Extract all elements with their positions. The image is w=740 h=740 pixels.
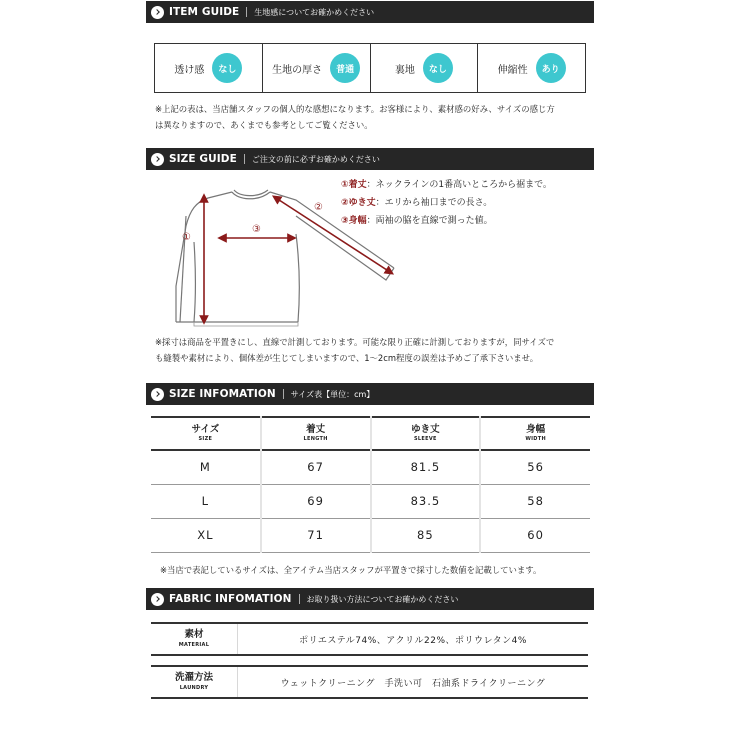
fabric-material-row xyxy=(151,622,588,656)
column-header-length: 着丈 LENGTH xyxy=(261,417,371,450)
table-cell: 83.5 xyxy=(371,484,481,518)
header-divider xyxy=(244,154,245,164)
fabric-info-header xyxy=(146,588,594,610)
fabric-laundry-row xyxy=(151,665,588,699)
definition-length xyxy=(341,176,552,194)
table-cell: 67 xyxy=(261,450,371,484)
table-row xyxy=(151,484,590,518)
definition-width xyxy=(341,212,552,230)
size-guide-title: SIZE GUIDE xyxy=(169,153,237,165)
item-guide-cell-sheerness xyxy=(155,44,263,92)
fabric-material-label: 素材 MATERIAL xyxy=(151,624,238,654)
size-guide-subtitle: ご注文の前に必ずお確かめください xyxy=(251,154,380,164)
item-guide-label: 裏地 xyxy=(394,64,415,76)
chevron-right-icon xyxy=(151,388,164,401)
table-cell: 69 xyxy=(261,484,371,518)
size-guide-note-line: も縫製や素材により、個体差が生じてしまいますので、1〜2cm程度の誤差は予めご了承下さいませ。 xyxy=(155,353,539,363)
header-divider xyxy=(299,594,300,604)
column-header-size: サイズ SIZE xyxy=(151,417,261,450)
size-table xyxy=(151,416,590,553)
size-table-header-row xyxy=(151,417,590,450)
item-guide-label: 透け感 xyxy=(174,64,205,76)
table-cell: 56 xyxy=(527,460,544,475)
table-cell: L xyxy=(151,484,261,518)
marker-1: ① xyxy=(182,232,191,243)
marker-3: ③ xyxy=(252,224,261,235)
fabric-material-value: ポリエステル74%、アクリル22%、ポリウレタン4% xyxy=(299,635,527,646)
column-header-width: 身幅 WIDTH xyxy=(525,424,546,442)
item-guide-title: ITEM GUIDE xyxy=(169,6,240,18)
fabric-info-subtitle: お取り扱い方法についてお確かめください xyxy=(306,594,459,604)
definition-term: ②ゆき丈 xyxy=(341,198,376,208)
definition-sleeve xyxy=(341,194,552,212)
measurement-definitions xyxy=(341,176,552,230)
item-guide-subtitle: 生地感についてお確かめください xyxy=(254,7,375,17)
column-header-sleeve: ゆき丈 SLEEVE xyxy=(371,417,481,450)
size-guide-note-line: ※採寸は商品を平置きにし、直線で計測しております。可能な限り正確に計測しておりますが，同サイズで xyxy=(155,337,555,347)
item-guide-badge: 普通 xyxy=(330,53,360,83)
size-info-title: SIZE INFOMATION xyxy=(169,388,276,400)
table-cell: 60 xyxy=(527,528,544,542)
item-guide-cell-stretch xyxy=(478,44,585,92)
item-guide-note-line: ※上記の表は、当店舗スタッフの個人的な感想になります。お客様により、素材感の好み、サイズの感じ方 xyxy=(155,104,555,114)
item-guide-label: 伸縮性 xyxy=(497,64,528,76)
size-guide-note xyxy=(155,334,554,366)
table-cell: 58 xyxy=(527,494,544,508)
chevron-right-icon xyxy=(151,593,164,606)
table-row xyxy=(151,518,590,552)
item-guide-badge: あり xyxy=(536,53,566,83)
chevron-right-icon xyxy=(151,6,164,19)
table-row xyxy=(151,450,590,484)
header-divider xyxy=(246,7,247,17)
header-divider xyxy=(283,389,284,399)
definition-term: ①着丈 xyxy=(341,180,367,190)
size-info-subtitle: サイズ表【単位：cm】 xyxy=(290,389,375,399)
fabric-info-title: FABRIC INFOMATION xyxy=(169,593,292,605)
fabric-laundry-label: 洗濯方法 LAUNDRY xyxy=(151,667,238,697)
definition-text: ：エリから袖口までの長さ。 xyxy=(375,198,493,208)
item-guide-badge: なし xyxy=(423,53,453,83)
size-guide-header xyxy=(146,148,594,170)
marker-2: ② xyxy=(314,202,323,213)
definition-term: ③身幅 xyxy=(341,216,367,226)
definition-text: ：両袖の脇を直線で測った値。 xyxy=(366,216,493,226)
table-cell: XL xyxy=(151,518,261,552)
item-guide-header xyxy=(146,1,594,23)
item-guide-label: 生地の厚さ xyxy=(272,64,323,76)
definition-text: ：ネックラインの1番高いところから裾まで。 xyxy=(366,180,552,190)
table-cell: 81.5 xyxy=(371,450,481,484)
chevron-right-icon xyxy=(151,153,164,166)
item-guide-cell-lining xyxy=(371,44,479,92)
item-guide-table xyxy=(154,43,586,93)
item-guide-note-line: は異なりますので、あくまでも参考としてご覧ください。 xyxy=(155,120,373,130)
table-cell: 71 xyxy=(261,518,371,552)
table-cell: 85 xyxy=(371,518,481,552)
size-info-note: ※当店で表記しているサイズは、全アイテム当店スタッフが平置きで採寸した数値を記載しています。 xyxy=(160,565,542,575)
size-info-header xyxy=(146,383,594,405)
item-guide-cell-thickness xyxy=(263,44,371,92)
item-guide-badge: なし xyxy=(212,53,242,83)
fabric-laundry-value: ウェットクリーニング 手洗い可 石油系ドライクリーニング xyxy=(280,678,546,689)
table-cell: M xyxy=(151,450,261,484)
item-guide-note xyxy=(155,101,555,133)
